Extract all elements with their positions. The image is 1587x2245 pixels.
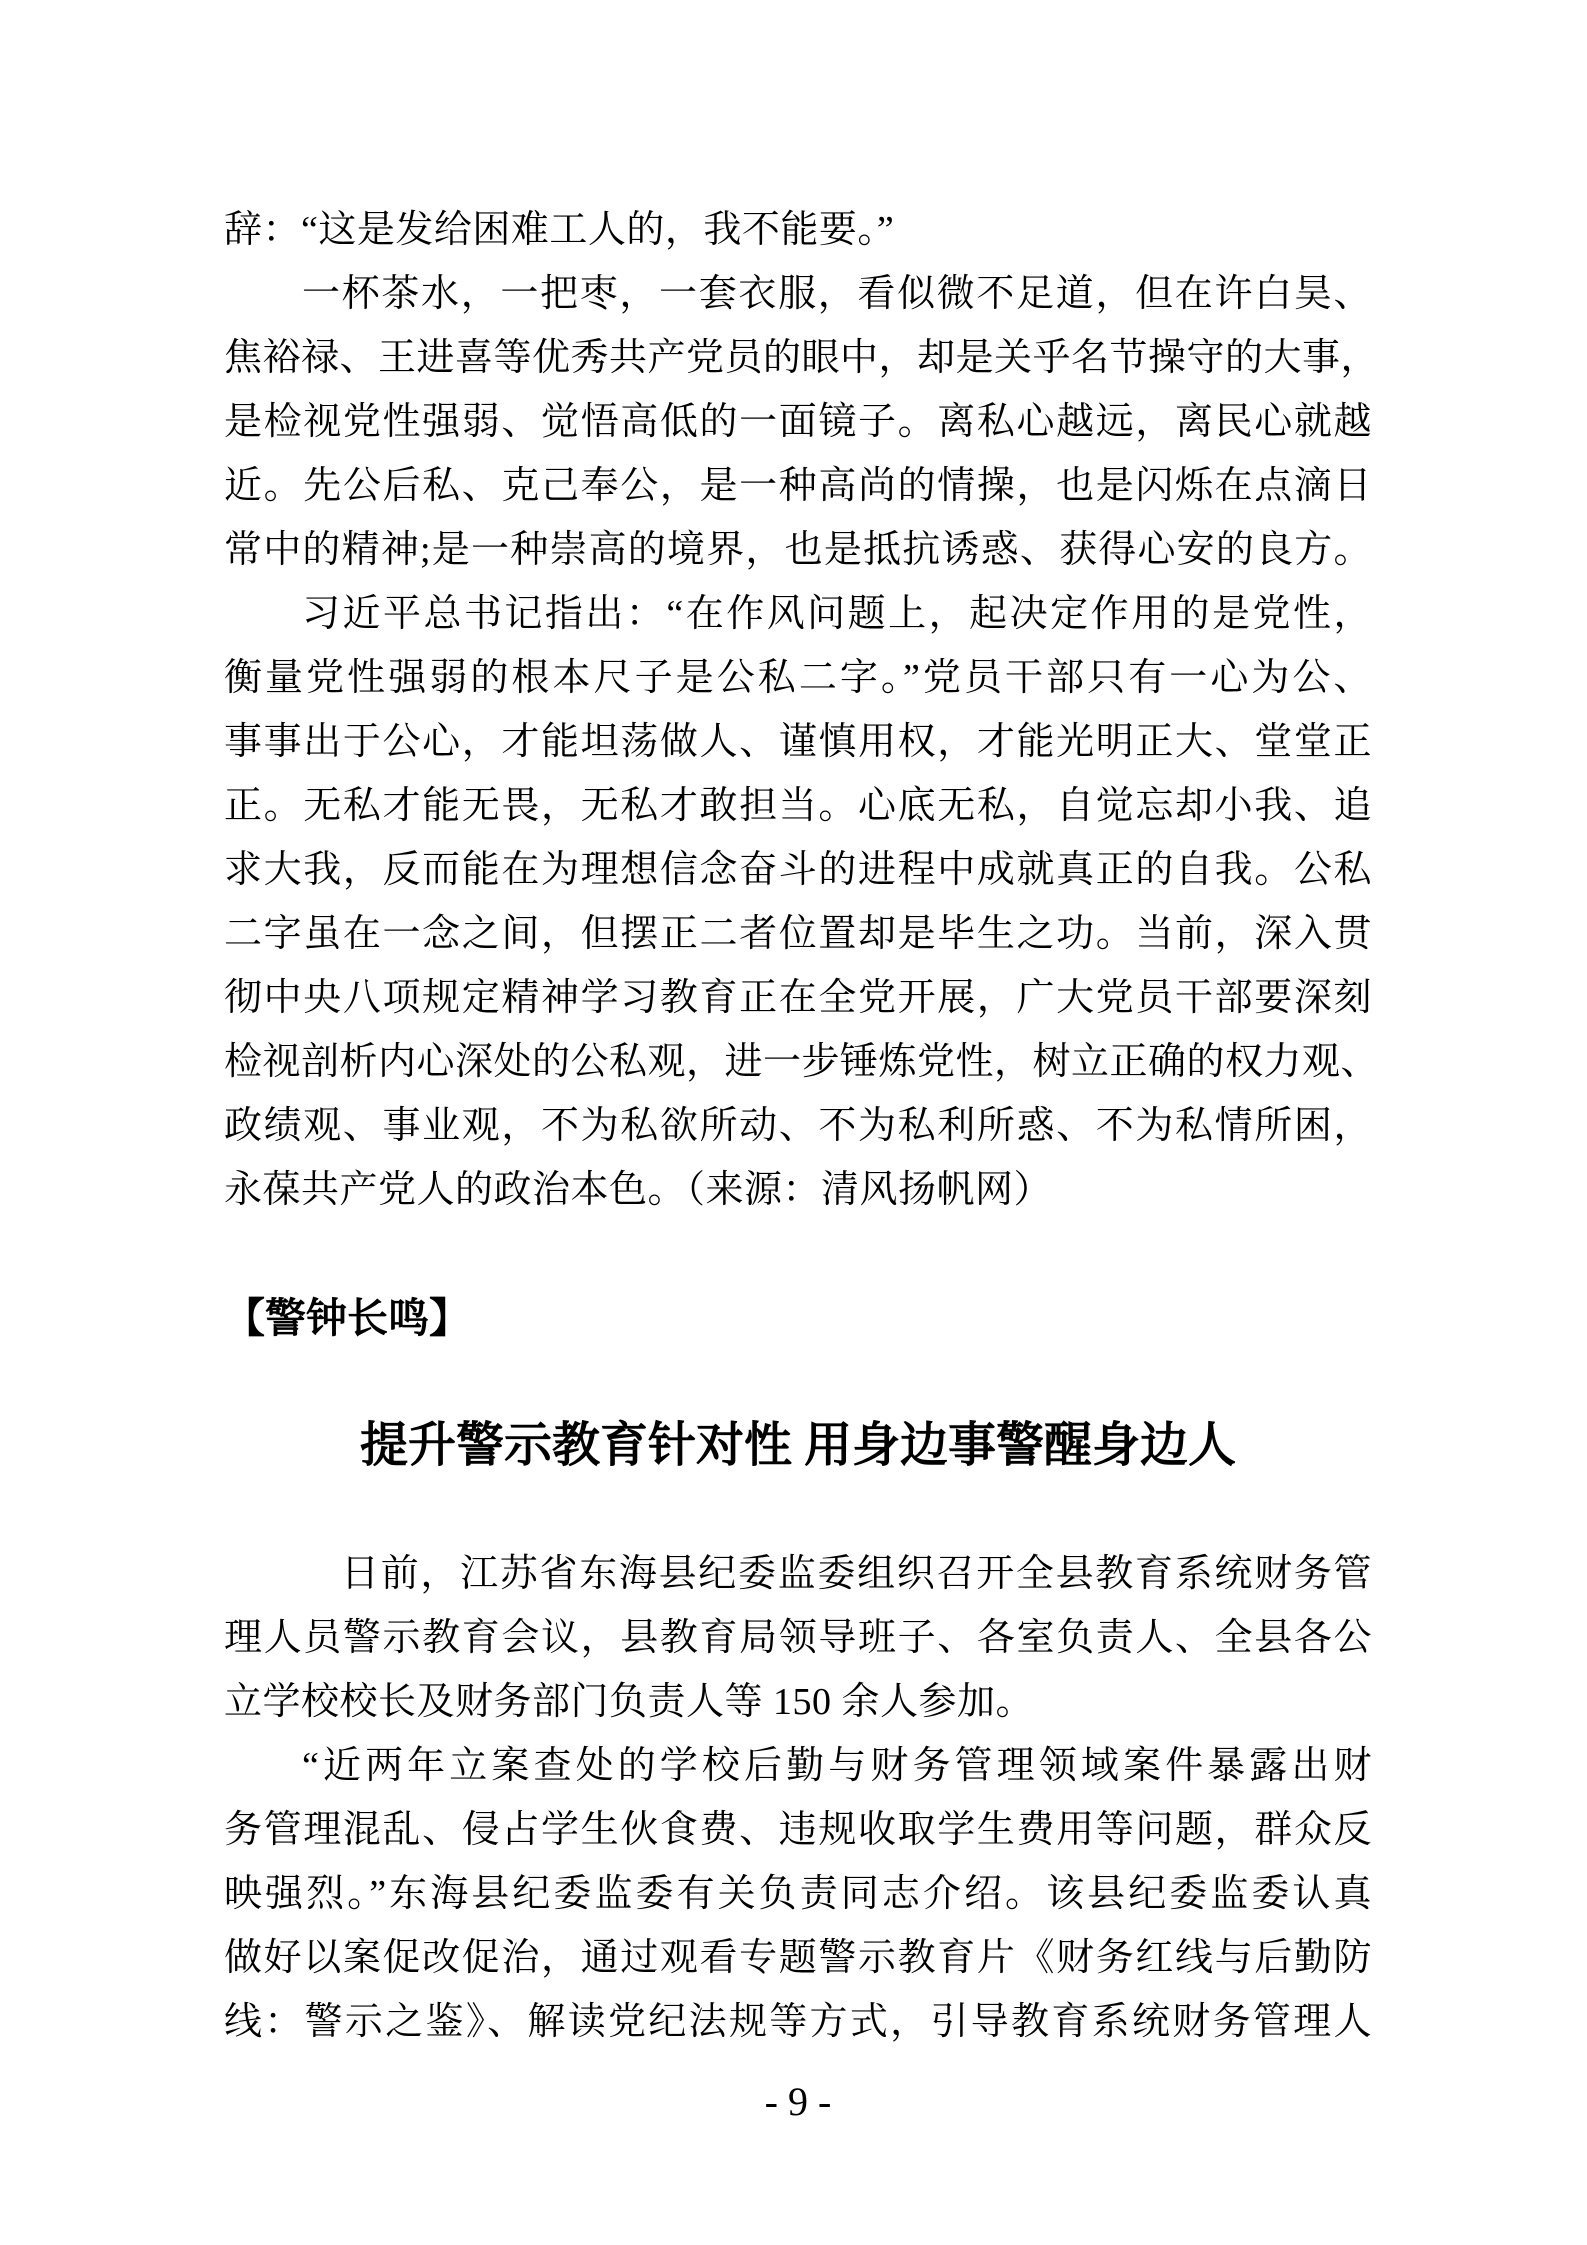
paragraph-case-description-line: 线：警示之鉴》、解读党纪法规等方式，引导教育系统财务管理人 xyxy=(224,2001,1372,2043)
paragraph-meeting-intro-line: 理人员警示教育会议，县教育局领导班子、各室负责人、全县各公 xyxy=(224,1617,1372,1659)
paragraph-xi-quote-line: 衡量党性强弱的根本尺子是公私二字。”党员干部只有一心为公、 xyxy=(224,657,1372,699)
paragraph-xi-quote-line: 求大我，反而能在为理想信念奋斗的进程中成就真正的自我。公私 xyxy=(224,849,1372,891)
paragraph-meeting-intro-line: 立学校校长及财务部门负责人等 150 余人参加。 xyxy=(224,1681,1035,1723)
paragraph-tea-water-line: 一杯茶水，一把枣，一套衣服，看似微不足道，但在许白昊、 xyxy=(302,273,1372,315)
paragraph-xi-quote-line: 彻中央八项规定精神学习教育正在全党开展，广大党员干部要深刻 xyxy=(224,977,1372,1019)
paragraph-xi-quote-line: 二字虽在一念之间，但摆正二者位置却是毕生之功。当前，深入贯 xyxy=(224,913,1372,955)
paragraph-tea-water-line: 焦裕禄、王进喜等优秀共产党员的眼中，却是关乎名节操守的大事， xyxy=(224,337,1380,379)
page-footer xyxy=(224,2072,1372,2132)
paragraph-xi-quote-line: 正。无私才能无畏，无私才敢担当。心底无私，自觉忘却小我、追 xyxy=(224,785,1372,827)
paragraph-xi-quote-line: 习近平总书记指出：“在作风问题上，起决定作用的是党性， xyxy=(302,593,1372,635)
paragraph-xi-quote-line: 政绩观、事业观，不为私欲所动、不为私利所惑、不为私情所困， xyxy=(224,1105,1372,1147)
paragraph-xi-quote-line: 永葆共产党人的政治本色。（来源：清风扬帆网） xyxy=(224,1169,1053,1211)
paragraph-case-description-line: 做好以案促改促治，通过观看专题警示教育片《财务红线与后勤防 xyxy=(224,1937,1372,1979)
paragraph-case-description-line: “近两年立案查处的学校后勤与财务管理领域案件暴露出财 xyxy=(302,1745,1372,1787)
document-body xyxy=(224,198,1380,2054)
paragraph-case-description-line: 务管理混乱、侵占学生伙食费、违规收取学生费用等问题，群众反 xyxy=(224,1809,1372,1851)
paragraph-tea-water-line: 常中的精神;是一种崇高的境界，也是抵抗诱惑、获得心安的良方。 xyxy=(224,529,1372,571)
blank-line xyxy=(224,1478,1372,1542)
paragraph-case-description-line: 映强烈。”东海县纪委监委有关负责同志介绍。该县纪委监委认真 xyxy=(224,1873,1372,1915)
section-marker-alarm-bell: 【警钟长鸣】 xyxy=(224,1295,470,1341)
blank-line xyxy=(224,1222,1372,1286)
paragraph-tea-water-line: 近。先公后私、克己奉公，是一种高尚的情操，也是闪烁在点滴日 xyxy=(224,465,1372,507)
blank-line xyxy=(224,1350,1372,1414)
paragraph-xi-quote-line: 事事出于公心，才能坦荡做人、谨慎用权，才能光明正大、堂堂正 xyxy=(224,721,1372,763)
page-number: - 9 - xyxy=(764,2079,832,2124)
paragraph-tea-water-line: 是检视党性强弱、觉悟高低的一面镜子。离私心越远，离民心就越 xyxy=(224,401,1372,443)
article-headline: 提升警示教育针对性 用身边事警醒身边人 xyxy=(359,1419,1236,1472)
paragraph-xi-quote-line: 检视剖析内心深处的公私观，进一步锤炼党性，树立正确的权力观、 xyxy=(224,1041,1380,1083)
paragraph-refusal-quote-line: 辞：“这是发给困难工人的，我不能要。” xyxy=(224,209,895,251)
paragraph-meeting-intro-line: 日前，江苏省东海县纪委监委组织召开全县教育系统财务管 xyxy=(341,1553,1372,1595)
